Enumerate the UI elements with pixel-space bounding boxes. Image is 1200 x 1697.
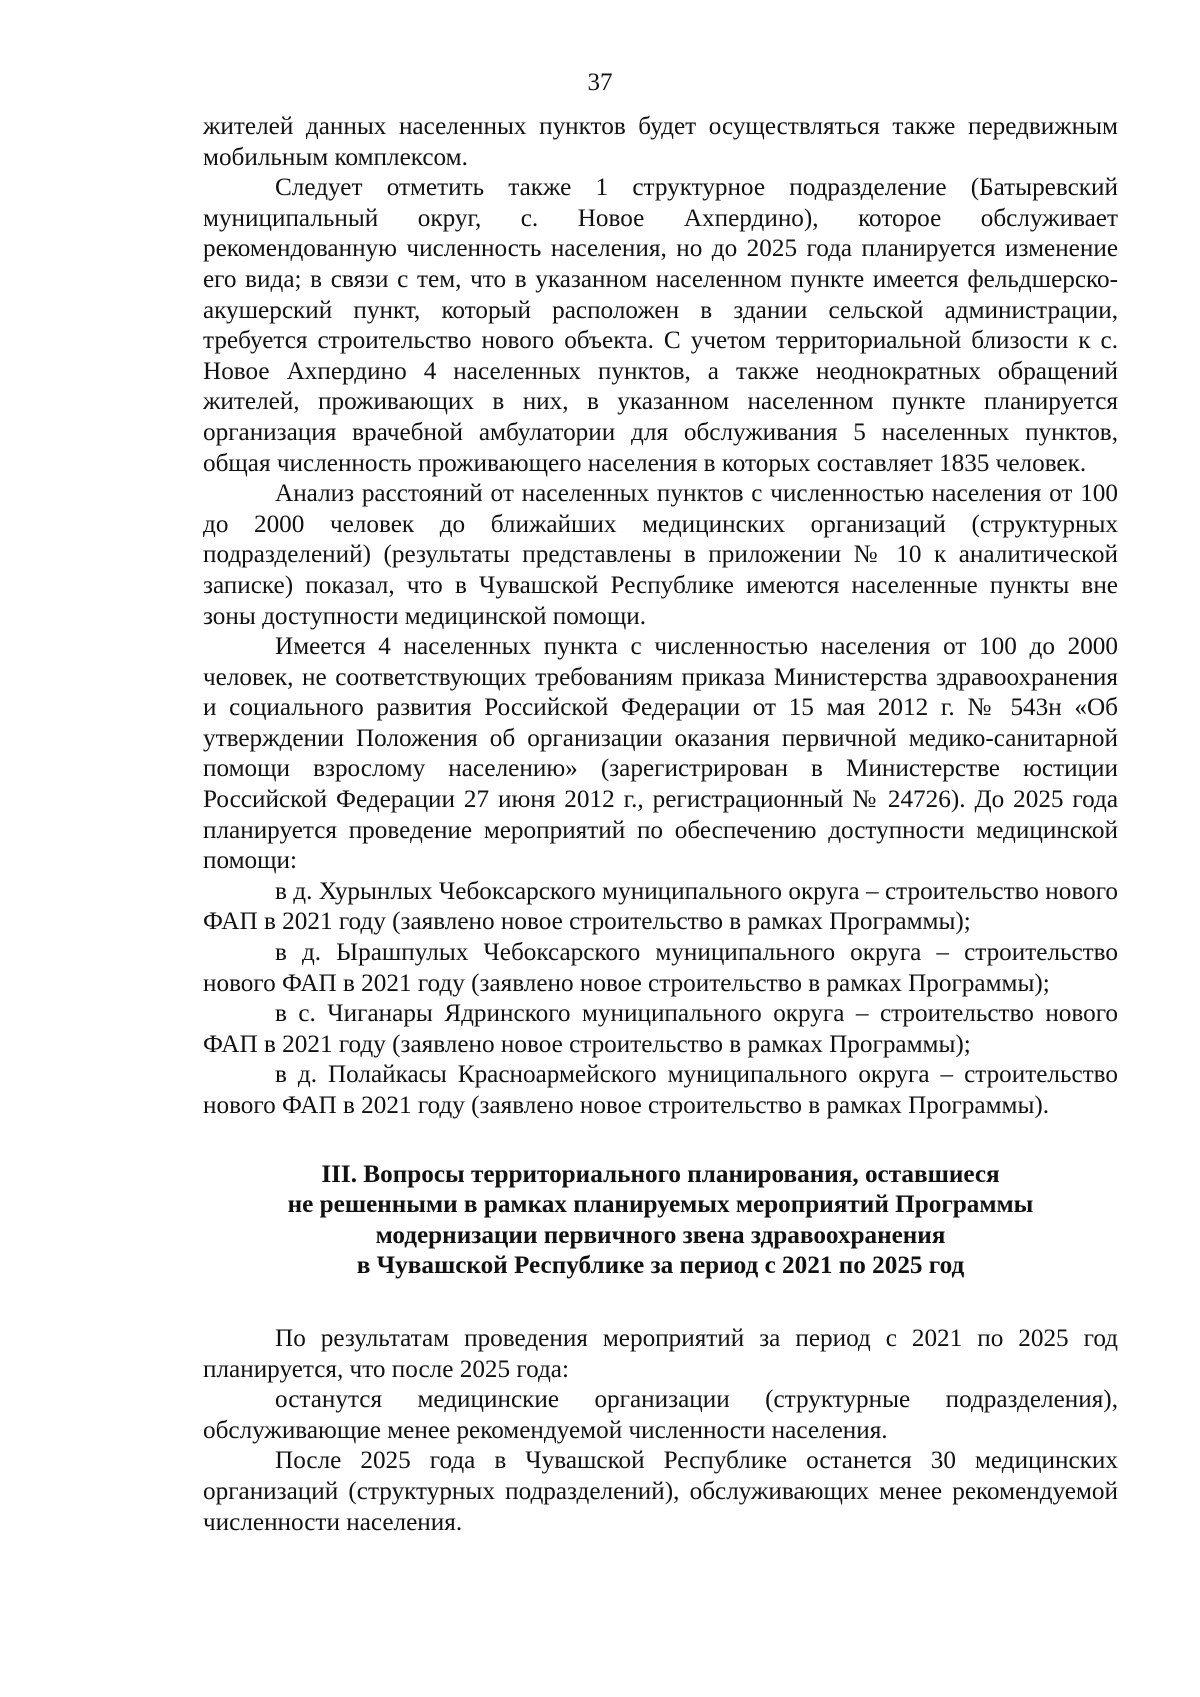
list-item: в с. Чиганары Ядринского муниципального округа – строительство нового ФАП в 2021 году (заявлено новое строительство в рамках Программы); [203,1000,1118,1058]
list-item: в д. Полайкасы Красноармейского муниципального округа – строительство нового ФАП в 2021 году (заявлено новое строительство в рамках Программы). [203,1061,1118,1119]
section-heading [203,1160,1118,1282]
section-heading-line: III. Вопросы территориального планирования, оставшиеся [321,1160,1000,1188]
paragraph: Анализ расстояний от населенных пунктов с численностью населения от 100 до 2000 человек до ближайших медицинских организаций (структурных подразделений) (результаты представлены в приложении № 10 к аналитической записке) показал, что в Чувашской Республике имеются населенные пункты вне зоны доступности медицинской помощи. [203,480,1118,630]
paragraph: Следует отметить также 1 структурное подразделение (Батыревский муниципальный округ, с. Новое Ахпердино), которое обслуживает рекомендованную численность населения, но до 2025 года планируется изменение его вида; в связи с тем, что в указанном населенном пункте имеется фельдшерско-акушерский пункт, который расположен в здании сельской администрации, требуется строительство нового объекта. С учетом территориальной близости к с. Новое Ахпердино 4 населенных пунктов, а также неоднократных обращений жителей, проживающих в них, в указанном населенном пункте планируется организация врачебной амбулатории для обслуживания 5 населенных пунктов, общая численность проживающего населения в которых составляет 1835 человек. [203,174,1118,477]
document-body [203,112,1118,1538]
paragraph: После 2025 года в Чувашской Республике останется 30 медицинских организаций (структурных подразделений), обслуживающих менее рекомендуемой численности населения. [203,1447,1118,1536]
section-heading-line: в Чувашской Республике за период с 2021 по 2025 год [356,1252,965,1280]
section-heading-line: не решенными в рамках планируемых мероприятий Программы [287,1191,1034,1219]
section-heading-line: модернизации первичного звена здравоохранения [375,1221,946,1249]
paragraph: По результатам проведения мероприятий за период с 2021 по 2025 год планируется, что после 2025 года: [203,1324,1118,1383]
paragraph: жителей данных населенных пунктов будет осуществляться также передвижным мобильным комплексом. [203,113,1118,171]
paragraph: останутся медицинские организации (структурные подразделения), обслуживающие менее рекомендуемой численности населения. [203,1386,1118,1444]
list-item: в д. Хурынлых Чебоксарского муниципального округа – строительство нового ФАП в 2021 году (заявлено новое строительство в рамках Программы); [203,877,1118,936]
paragraph: Имеется 4 населенных пункта с численностью населения от 100 до 2000 человек, не соответствующих требованиям приказа Министерства здравоохранения и социального развития Российской Федерации от 15 мая 2012 г. № 543н «Об утверждении Положения об организации оказания первичной медико-санитарной помощи взрослому населению» (зарегистрирован в Министерстве юстиции Российской Федерации 27 июня 2012 г., регистрационный № 24726). До 2025 года планируется проведение мероприятий по обеспечению доступности медицинской помощи: [203,633,1118,875]
page-number: 37 [587,69,613,96]
list-item: в д. Ырашпулых Чебоксарского муниципального округа – строительство нового ФАП в 2021 году (заявлено новое строительство в рамках Программы); [203,939,1118,997]
